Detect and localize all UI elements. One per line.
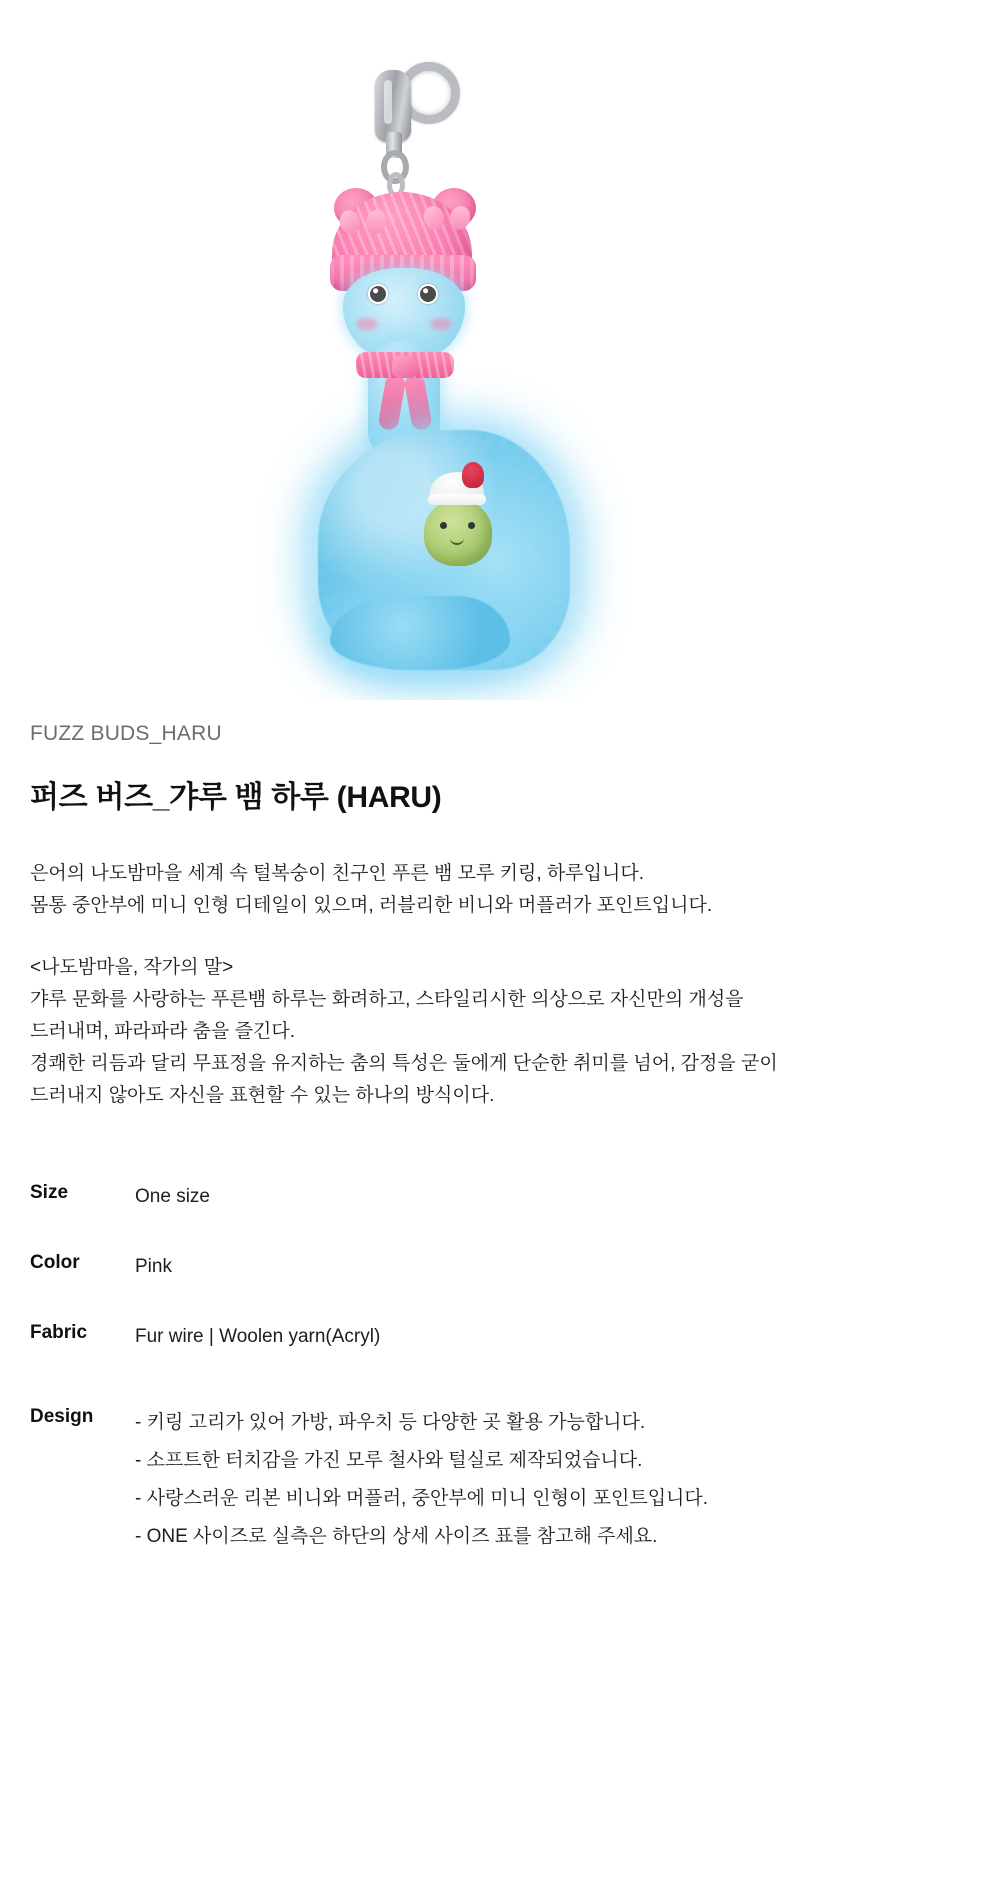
spec-label-size: Size	[30, 1182, 69, 1203]
list-item: - 소프트한 터치감을 가진 모루 철사와 털실로 제작되었습니다.	[135, 1450, 643, 1471]
mini-doll-eye-right	[468, 522, 475, 529]
spec-label-fabric: Fabric	[30, 1322, 88, 1343]
mini-doll-hat-band	[428, 494, 486, 505]
product-info	[0, 722, 1000, 1626]
note-line-2: 드러내며, 파라파라 춤을 즐긴다.	[30, 1021, 295, 1042]
spec-value-fabric: Fur wire | Woolen yarn(Acryl)	[135, 1326, 381, 1347]
blush-right	[430, 318, 452, 330]
eye-right	[418, 284, 438, 304]
eye-left	[368, 284, 388, 304]
product-description	[30, 858, 970, 1112]
spec-table	[30, 1182, 970, 1352]
spec-value-color: Pink	[135, 1256, 172, 1277]
page-title: 퍼즈 버즈_갸루 뱀 하루 (HARU)	[30, 781, 442, 814]
product-illustration	[0, 0, 1000, 700]
product-image	[0, 0, 1000, 700]
design-list	[135, 1404, 708, 1556]
mini-doll-hat-pom	[462, 462, 484, 488]
design-section	[30, 1404, 970, 1556]
note-heading: <나도밤마을, 작가의 말>	[30, 957, 234, 978]
spec-row-size	[30, 1182, 970, 1212]
note-line-1: 갸루 문화를 사랑하는 푸른뱀 하루는 화려하고, 스타일리시한 의상으로 자신만의 개성을	[30, 989, 744, 1010]
list-item: - 사랑스러운 리본 비니와 머플러, 중안부에 미니 인형이 포인트입니다.	[135, 1488, 709, 1509]
mini-doll-body	[424, 500, 492, 566]
fuzzy-tail	[330, 596, 510, 670]
spec-label-color: Color	[30, 1252, 80, 1273]
blush-left	[356, 318, 378, 330]
mini-doll-eye-left	[440, 522, 447, 529]
paragraph-spacer	[30, 922, 970, 952]
scarf-knot	[392, 356, 418, 378]
product-brand-line: FUZZ BUDS_HARU	[30, 722, 222, 745]
description-line-2: 몸통 중안부에 미니 인형 디테일이 있으며, 러블리한 비니와 머플러가 포인트입니다.	[30, 895, 713, 916]
ribbon-bow-left	[340, 210, 386, 234]
note-line-4: 드러내지 않아도 자신을 표현할 수 있는 하나의 방식이다.	[30, 1085, 495, 1106]
list-item: - 키링 고리가 있어 가방, 파우치 등 다양한 곳 활용 가능합니다.	[135, 1412, 646, 1433]
list-item: - ONE 사이즈로 실측은 하단의 상세 사이즈 표를 참고해 주세요.	[135, 1526, 658, 1547]
description-line-1: 은어의 나도밤마을 세계 속 털복숭이 친구인 푸른 뱀 모루 키링, 하루입니다.	[30, 863, 644, 884]
spec-row-color	[30, 1252, 970, 1282]
spec-row-fabric	[30, 1322, 970, 1352]
spec-value-size: One size	[135, 1186, 210, 1207]
bottom-spacer	[30, 1556, 970, 1626]
design-label: Design	[30, 1406, 94, 1427]
ribbon-bow-right	[424, 206, 470, 230]
note-line-3: 경쾌한 리듬과 달리 무표정을 유지하는 춤의 특성은 둘에게 단순한 취미를 넘어, 감정을 굳이	[30, 1053, 778, 1074]
